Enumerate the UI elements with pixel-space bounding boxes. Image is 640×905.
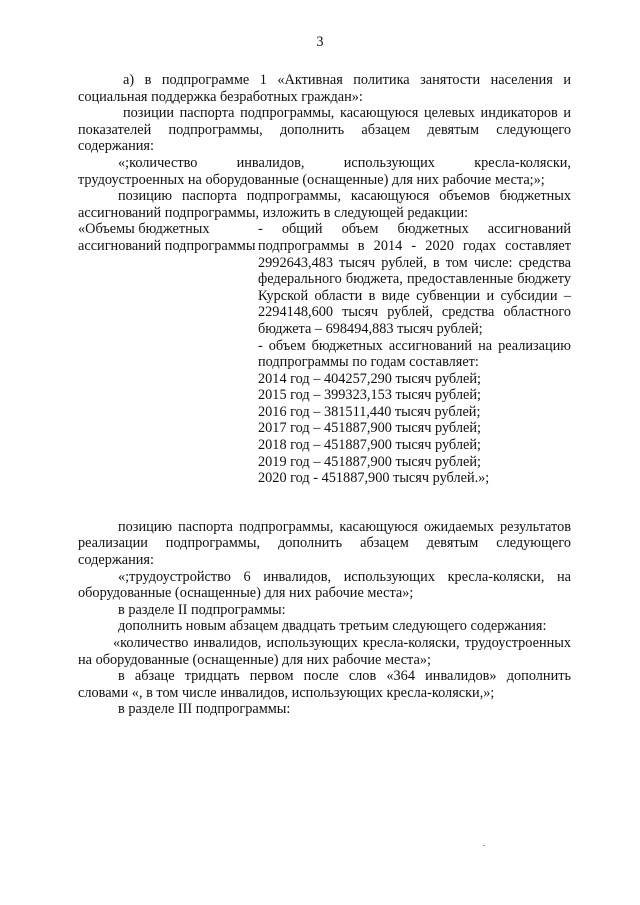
budget-year-2020: 2020 год - 451887,900 тысяч рублей.»; — [258, 470, 490, 487]
paragraph-31st: в абзаце тридцать первом после слов «364 инвалидов» дополнить словами «, в том числе инвалидов, использующих кресла-коляски,»; — [78, 668, 571, 701]
budget-by-year-intro: - объем бюджетных ассигнований на реализацию подпрограммы по годам составляет: — [258, 337, 571, 371]
budget-year-2018: 2018 год – 451887,900 тысяч рублей; — [258, 437, 481, 454]
budget-year-2015: 2015 год – 399323,153 тысяч рублей; — [258, 387, 481, 404]
budget-table-label: «Объемы бюджетных ассигнований подпрограммы — [78, 221, 256, 254]
intro-paragraph: а) в подпрограмме 1 «Активная политика занятости населения и социальная поддержка безработных граждан»: — [78, 72, 571, 105]
budget-table-values — [258, 221, 571, 487]
budget-table — [78, 221, 571, 487]
budget-year-2014: 2014 год – 404257,290 тысяч рублей; — [258, 370, 481, 387]
page-number: 3 — [316, 34, 324, 50]
paragraph-section-2: в разделе II подпрограммы: — [118, 601, 286, 618]
document-body — [78, 72, 571, 718]
paragraph-budget: позицию паспорта подпрограммы, касающуюся объемов бюджетных ассигнований подпрограммы, изложить в следующей редакции: — [78, 188, 571, 221]
quote-count: «количество инвалидов, использующих кресла-коляски, трудоустроенных на оборудованные (оснащенные) для них рабочие места»; — [78, 635, 571, 668]
paragraph-results: позицию паспорта подпрограммы, касающуюся ожидаемых результатов реализации подпрограммы, дополнить абзацем девятым следующего содержания: — [78, 518, 571, 569]
scan-mark — [483, 845, 485, 846]
quote-employment: «;трудоустройство 6 инвалидов, использующих кресла-коляски, на оборудованные (оснащенные) для них рабочие места»; — [78, 568, 571, 602]
paragraph-section-3: в разделе III подпрограммы: — [118, 701, 291, 718]
budget-total: - общий объем бюджетных ассигнований подпрограммы в 2014 - 2020 годах составляет 2992643,483 тысяч рублей, в том числе: средства федерального бюджета, предоставленные бюджету Курской области в виде субвенции и субсидии – 2294148,600 тысяч рублей, средства областного бюджета – 698494,883 тысяч рублей; — [258, 221, 571, 337]
paragraph-indicators: позиции паспорта подпрограммы, касающуюся целевых индикаторов и показателей подпрограммы, дополнить абзацем девятым следующего содержания: — [78, 105, 571, 155]
budget-year-2016: 2016 год – 381511,440 тысяч рублей; — [258, 403, 481, 420]
budget-year-2017: 2017 год – 451887,900 тысяч рублей; — [258, 420, 481, 437]
quote-indicator: «;количество инвалидов, использующих кресла-коляски, трудоустроенных на оборудованные (оснащенные) для них рабочие места;»; — [78, 154, 571, 188]
paragraph-add-23rd: дополнить новым абзацем двадцать третьим следующего содержания: — [118, 618, 547, 635]
budget-year-2019: 2019 год – 451887,900 тысяч рублей; — [258, 453, 481, 470]
